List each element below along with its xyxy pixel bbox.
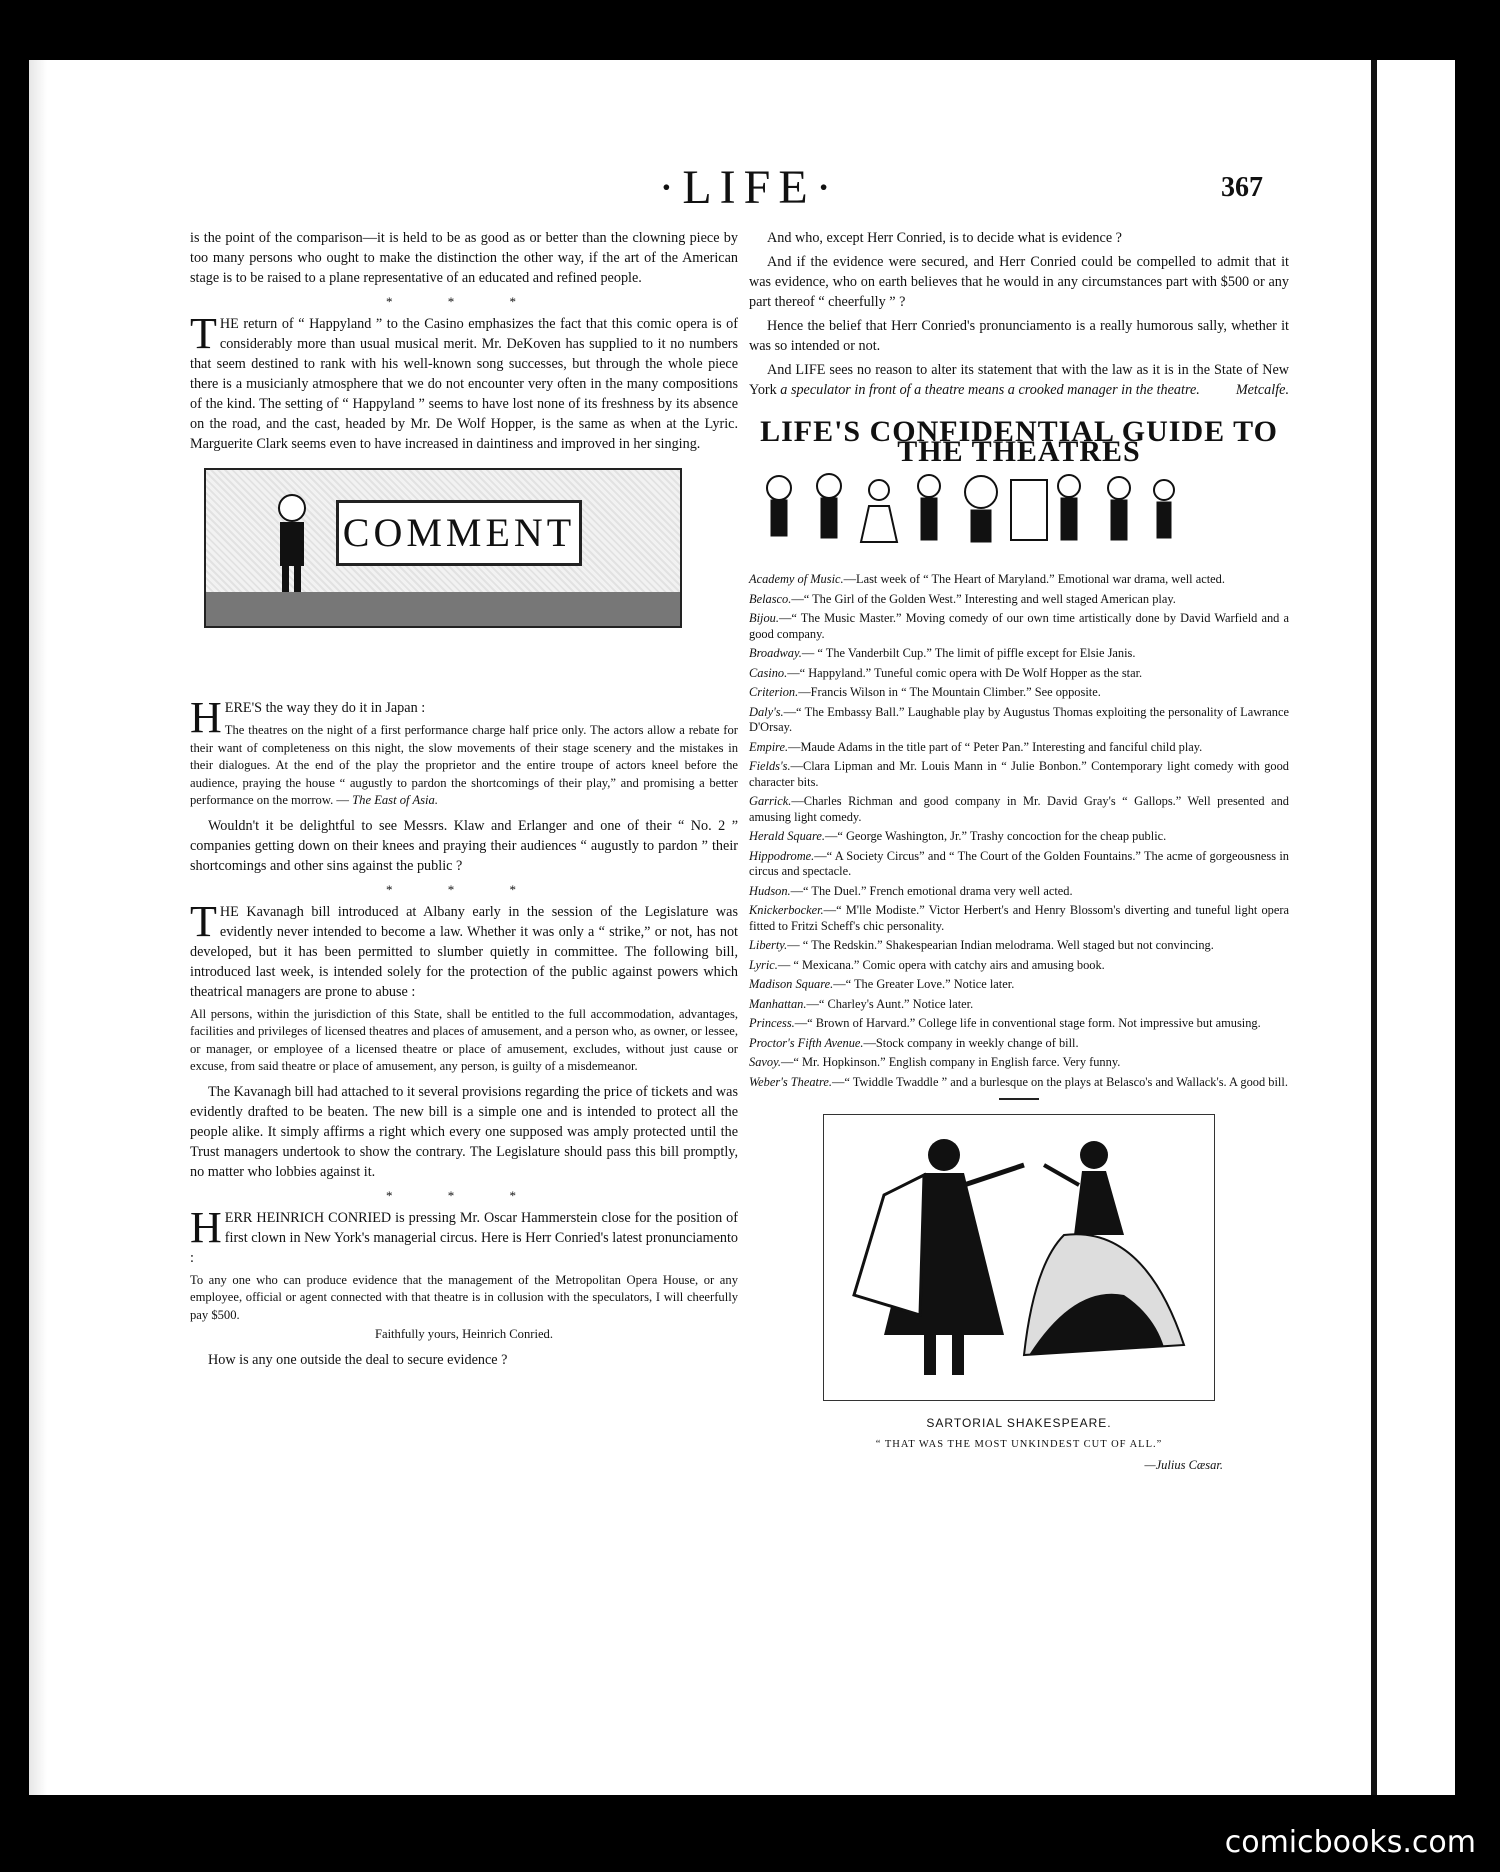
cartoon-caption-source: —Julius Cæsar. xyxy=(1144,1458,1223,1472)
theatre-guide-list xyxy=(749,572,1289,1090)
guide-entry: Bijou.—“ The Music Master.” Moving comedy of our own time artistically done by David Warfield and a good company. xyxy=(749,611,1289,641)
quote-bill: All persons, within the jurisdiction of this State, shall be entitled to the full accommodation, advantages, facilities and privileges of licensed theatres and places of amusement, and a person who, as owner, or lessee, or manager, or employee of a licensed theatre or place of amusement, excludes, without just cause or excuse, from said theatre or place of amusement, any person, is guilty of a misdemeanor. xyxy=(190,1006,738,1073)
guide-entry: Lyric.— “ Mexicana.” Comic opera with catchy airs and amusing book. xyxy=(749,957,1105,972)
left-column xyxy=(190,228,738,1374)
guide-entry: Hippodrome.—“ A Society Circus” and “ The Court of the Golden Fountains.” The acme of gorgeousness in circus and spectacle. xyxy=(749,848,1289,878)
guide-entry: Broadway.— “ The Vanderbilt Cup.” The limit of piffle except for Elsie Janis. xyxy=(749,646,1136,660)
page-edge-rule xyxy=(1371,60,1377,1795)
theatre-guide-title: LIFE'S CONFIDENTIAL GUIDE TO THE THEATRES xyxy=(760,415,1278,468)
stage-base xyxy=(206,592,680,626)
guide-entry: Weber's Theatre.—“ Twiddle Twaddle ” and a burlesque on the plays at Belasco's and Wallack's. A good bill. xyxy=(749,1074,1288,1089)
guide-entry: Knickerbocker.—“ M'lle Modiste.” Victor Herbert's and Henry Blossom's diverting and tuneful light opera fitted to Fritzi Scheff's chic personality. xyxy=(749,903,1289,933)
comment-banner: COMMENT xyxy=(336,500,582,566)
caricature-figures-icon xyxy=(749,466,1189,552)
right-column xyxy=(749,228,1289,1475)
guide-entry: Garrick.—Charles Richman and good company in Mr. David Gray's “ Gallops.” Well presented and amusing light comedy. xyxy=(749,794,1289,824)
guide-entry: Proctor's Fifth Avenue.—Stock company in weekly change of bill. xyxy=(749,1035,1079,1050)
paragraph-happyland: THE return of “ Happyland ” to the Casino emphasizes the fact that this comic opera is of considerably more than usual musical merit. Mr. DeKoven has supplied to it no numbers that seem destined to rank with his well-known song successes, but through the whole piece there is a musicianly atmosphere that we do not encounter very often in the many compositions of the kind. The setting of “ Happyland ” seems to have lost none of its freshness by its absence on the road, and the cast, headed by Mr. De Wolf Hopper, is the same as when at the Lyric. Marguerite Clark seems even to have increased in daintiness and improved in her singing. xyxy=(190,309,738,452)
paragraph-hence: Hence the belief that Herr Conried's pronunciamento is a really humorous sally, whether it was so intended or not. xyxy=(749,318,1289,354)
paragraph-evidence: How is any one outside the deal to secure evidence ? xyxy=(208,1351,508,1368)
drop-cap: T xyxy=(190,896,217,946)
guide-entry: Criterion.—Francis Wilson in “ The Mountain Climber.” See opposite. xyxy=(749,685,1101,699)
paragraph-conried: HERR HEINRICH CONRIED is pressing Mr. Oscar Hammerstein close for the position of first clown in New York's managerial circus. Here is Herr Conried's latest pronunciamento : xyxy=(190,1202,738,1266)
divider-rule xyxy=(999,1098,1039,1100)
conried-signature: Faithfully yours, Heinrich Conried. xyxy=(374,1327,554,1341)
shakespeare-silhouettes-icon xyxy=(824,1115,1214,1400)
page-spine-shadow xyxy=(29,60,47,1795)
guide-entry: Casino.—“ Happyland.” Tuneful comic opera with De Wolf Hopper as the star. xyxy=(749,665,1143,680)
guide-entry: Manhattan.—“ Charley's Aunt.” Notice later. xyxy=(749,996,974,1011)
guide-entry: Hudson.—“ The Duel.” French emotional drama very well acted. xyxy=(749,883,1073,898)
magazine-page xyxy=(29,60,1455,1795)
drop-cap: T xyxy=(190,309,217,358)
comment-illustration xyxy=(204,468,682,628)
paragraph-kavanagh-2: The Kavanagh bill had attached to it several provisions regarding the price of tickets and was evidently drafted to be beaten. The new bill is a simple one and is intended to protect all the people alike. It simply affirms a right which every one supposed was amply protected until the Trust managers undertook to show the contrary. The Legislature should pass this bill promptly, no matter who lobbies against it. xyxy=(190,1083,738,1180)
paragraph-japan: HERE'S the way they do it in Japan : xyxy=(190,693,426,742)
man-figure-icon xyxy=(266,490,316,600)
quote-japan: The theatres on the night of a first performance charge half price only. The actors allow a rebate for their want of completeness on this night, the slow movements of their stage scenery and the mistakes in their dialogues. At the end of the play the proprietor and the entire troupe of actors kneel before the audience, praying the house “ augustly to pardon the shortcomings of their play,” and promising a better performance on the morrow. — The East of Asia. xyxy=(190,723,738,807)
section-divider: * * * xyxy=(386,881,542,897)
guide-entry: Fields's.—Clara Lipman and Mr. Louis Mann in “ Julie Bonbon.” Contemporary light comedy with good character bits. xyxy=(749,759,1289,789)
cartoon-caption-quote: “ THAT WAS THE MOST UNKINDEST CUT OF ALL.” xyxy=(875,1439,1163,1450)
cartoon-caption-title: SARTORIAL SHAKESPEARE. xyxy=(926,1416,1112,1430)
paragraph-wouldnt: Wouldn't it be delightful to see Messrs. Klaw and Erlanger and one of their “ No. 2 ” companies getting down on their knees and praying their audiences “ augustly to pardon ” their shortcomings and other sins against the public ? xyxy=(190,817,738,874)
paragraph-comparison: is the point of the comparison—it is held to be as good as or better than the clowning piece by too many persons who ought to make the distinction the other way, if the art of the American stage is to be raised to a plane representative of an educated and refined people. xyxy=(190,230,738,286)
watermark: comicbooks.com xyxy=(1224,1825,1476,1860)
paragraph-life-statement: And LIFE sees no reason to alter its statement that with the law as it is in the State of New York a speculator in front of a theatre means a crooked manager in the theatre. Metcalfe. xyxy=(749,362,1289,398)
guide-entry: Belasco.—“ The Girl of the Golden West.” Interesting and well staged American play. xyxy=(749,591,1176,606)
section-divider: * * * xyxy=(386,1187,542,1203)
section-divider: * * * xyxy=(386,294,542,309)
paragraph-kavanagh: THE Kavanagh bill introduced at Albany early in the session of the Legislature was evidently never intended to become a law. Whether it was only a “ strike,” or not, has not developed, but it has been permitted to slumber quietly in committee. The following bill, introduced last week, is intended solely for the protection of the public against powers which theatrical managers are prone to abuse : xyxy=(190,896,738,1000)
quote-conried: To any one who can produce evidence that the management of the Metropolitan Opera House, or any employee, official or agent connected with that theatre is in collusion with the speculators, I will cheerfully pay $500. xyxy=(190,1272,738,1322)
page-number: 367 xyxy=(1221,172,1263,203)
paragraph-who-decides: And who, except Herr Conried, is to decide what is evidence ? xyxy=(767,230,1122,246)
cartoon-illustration xyxy=(823,1114,1215,1401)
guide-entry: Academy of Music.—Last week of “ The Heart of Maryland.” Emotional war drama, well acted. xyxy=(749,572,1225,586)
paragraph-if-evidence: And if the evidence were secured, and Herr Conried could be compelled to admit that it was evidence, who on earth believes that he would in any circumstances part with $500 or any part thereof “ cheerfully ” ? xyxy=(749,254,1289,310)
guide-entry: Daly's.—“ The Embassy Ball.” Laughable play by Augustus Thomas exploiting the personality of Lawrance D'Orsay. xyxy=(749,704,1289,734)
guide-entry: Liberty.— “ The Redskin.” Shakespearian Indian melodrama. Well staged but not convincing. xyxy=(749,938,1214,952)
guide-entry: Herald Square.—“ George Washington, Jr.” Trashy concoction for the cheap public. xyxy=(749,829,1167,843)
drop-cap: H xyxy=(190,693,222,742)
guide-entry: Savoy.—“ Mr. Hopkinson.” English company in English farce. Very funny. xyxy=(749,1055,1121,1069)
drop-cap: H xyxy=(190,1202,222,1252)
guide-entry: Madison Square.—“ The Greater Love.” Notice later. xyxy=(749,977,1015,991)
guide-entry: Princess.—“ Brown of Harvard.” College life in conventional stage form. Not impressive but amusing. xyxy=(749,1016,1261,1030)
masthead: ·LIFE· xyxy=(658,161,840,214)
guide-entry: Empire.—Maude Adams in the title part of “ Peter Pan.” Interesting and fanciful child play. xyxy=(749,739,1203,754)
